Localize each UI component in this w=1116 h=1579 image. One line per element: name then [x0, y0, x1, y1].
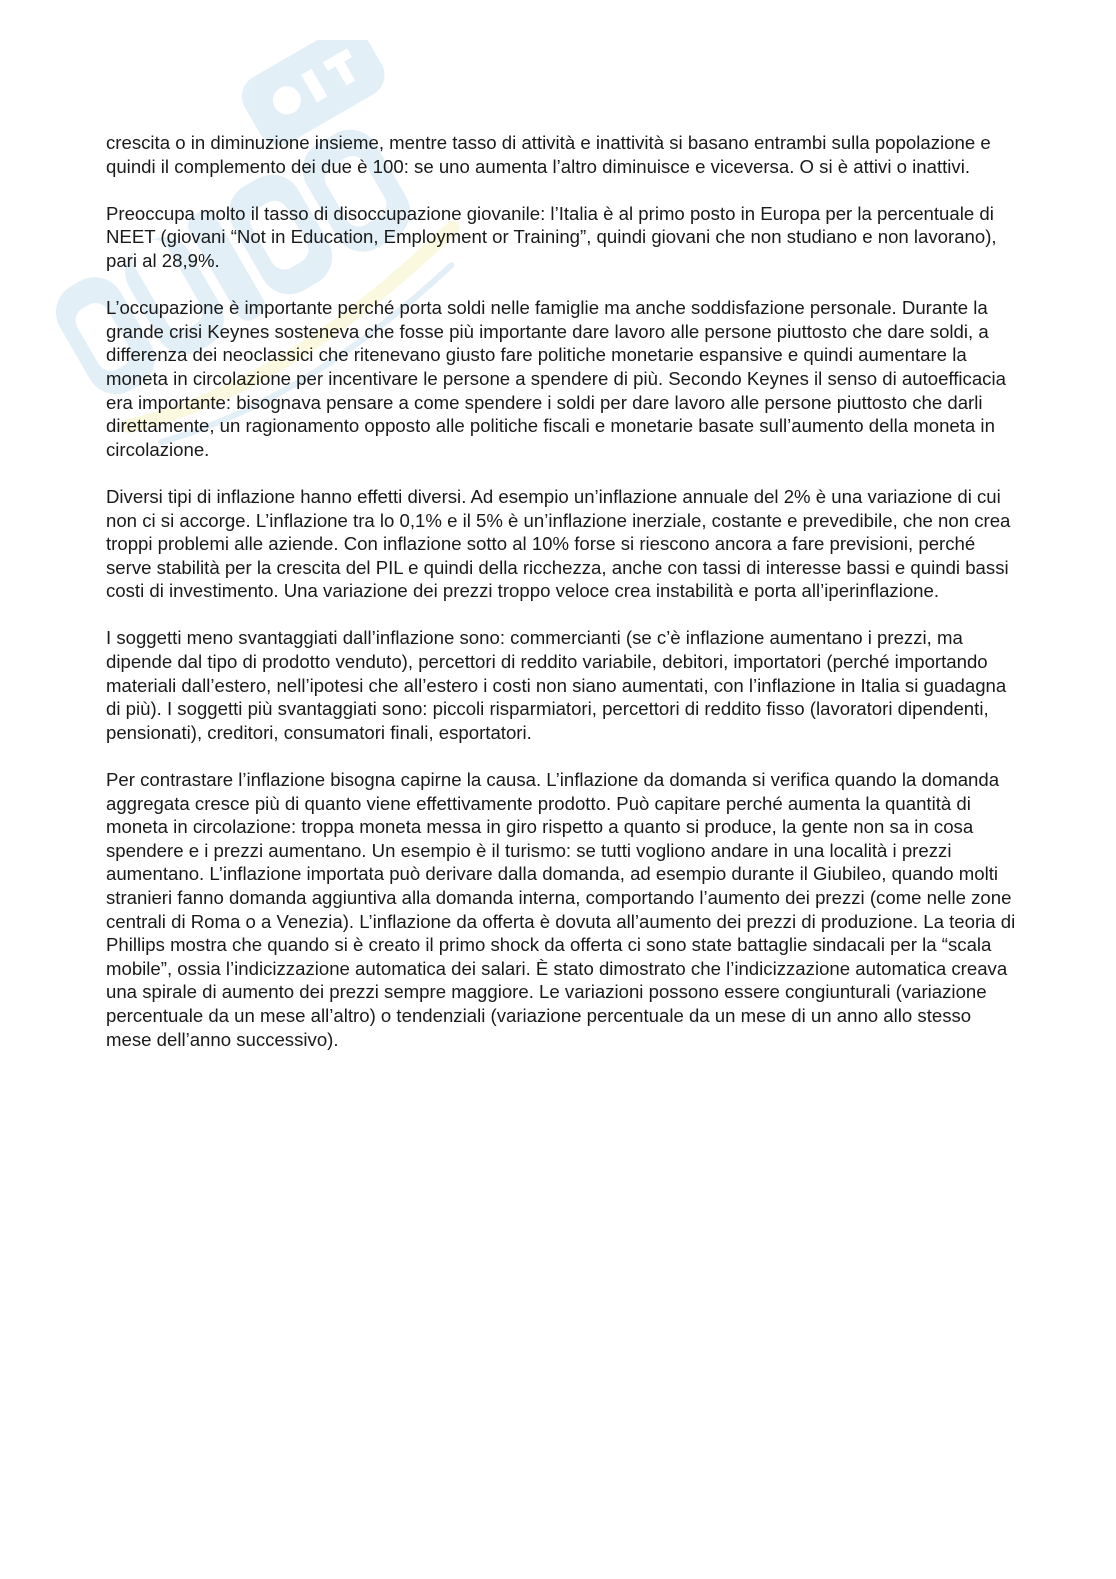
paragraph-activity-rates: crescita o in diminuzione insieme, mentre tasso di attività e inattività si basano entrambi sulla popolazione e quindi il complemento dei due è 100: se uno aumenta l’altro diminuisce e viceversa. O si è attivi o inattivi. — [106, 132, 991, 177]
paragraph-youth-unemployment: Preoccupa molto il tasso di disoccupazione giovanile: l’Italia è al primo posto in Europa per la percentuale di NEET (giovani “Not in Education, Employment or Training”, quindi giovani che non studiano e non lavorano), pari al 28,9%. — [106, 202, 997, 271]
paragraph-inflation-subjects: I soggetti meno svantaggiati dall’inflazione sono: commercianti (se c’è inflazione aumentano i prezzi, ma dipende dal tipo di prodotto venduto), percettori di reddito variabile, debitori, importatori (perché importando materiali dall’estero, nell’ipotesi che all’estero i costi non siano aumentati, con l’inflazione in Italia si guadagna di più). I soggetti più svantaggiati sono: piccoli risparmiatori, percettori di reddito fisso (lavoratori dipendenti, pensionati), creditori, consumatori finali, esportatori. — [106, 627, 1007, 743]
paragraph-inflation-causes: Per contrastare l’inflazione bisogna capirne la causa. L’inflazione da domanda si verifica quando la domanda aggregata cresce più di quanto viene effettivamente prodotto. Può capitare perché aumenta la quantità di moneta in circolazione: troppa moneta messa in giro rispetto a quanto si produce, la gente non sa in cosa spendere e i prezzi aumentano. Un esempio è il turismo: se tutti vogliono andare in una località i prezzi aumentano. L’inflazione importata può derivare dalla domanda, ad esempio durante il Giubileo, quando molti stranieri fanno domanda aggiuntiva alla domanda interna, comportando l’aumento dei prezzi (come nelle zone centrali di Roma o a Venezia). L’inflazione da offerta è dovuta all’aumento dei prezzi di produzione. La teoria di Phillips mostra che quando si è creato il primo shock da offerta ci sono state battaglie sindacali per la “scala mobile”, ossia l’indicizzazione automatica dei salari. È stato dimostrato che l’indicizzazione automatica creava una spirale di aumento dei prezzi sempre maggiore. Le variazioni possono essere congiunturali (variazione percentuale da un mese all’altro) o tendenziali (variazione percentuale da un mese di un anno allo stesso mese dell’anno successivo). — [106, 769, 1016, 1050]
document-body — [106, 131, 1016, 1075]
paragraph-inflation-types: Diversi tipi di inflazione hanno effetti diversi. Ad esempio un’inflazione annuale del 2% è una variazione di cui non ci si accorge. L’inflazione tra lo 0,1% e il 5% è un’inflazione inerziale, costante e prevedibile, che non crea troppi problemi alle aziende. Con inflazione sotto al 10% forse si riescono ancora a fare previsioni, perché serve stabilità per la crescita del PIL e quindi della ricchezza, anche con tassi di interesse bassi e quindi bassi costi di investimento. Una variazione dei prezzi troppo veloce crea instabilità e porta all’iperinflazione. — [106, 485, 1011, 602]
paragraph-employment-keynes: L’occupazione è importante perché porta soldi nelle famiglie ma anche soddisfazione personale. Durante la grande crisi Keynes sosteneva che fosse più importante dare lavoro alle persone piuttosto che dare soldi, a differenza dei neoclassici che ritenevano giusto fare politiche monetarie espansive e quindi aumentare la moneta in circolazione per incentivare le persone a spendere di più. Secondo Keynes il senso di autoefficacia era importante: bisognava pensare a come spendere i soldi per dare lavoro alle persone piuttosto che darli direttamente, un ragionamento opposto alle politiche fiscali e monetarie basate sull’aumento della moneta in circolazione. — [106, 297, 1006, 460]
